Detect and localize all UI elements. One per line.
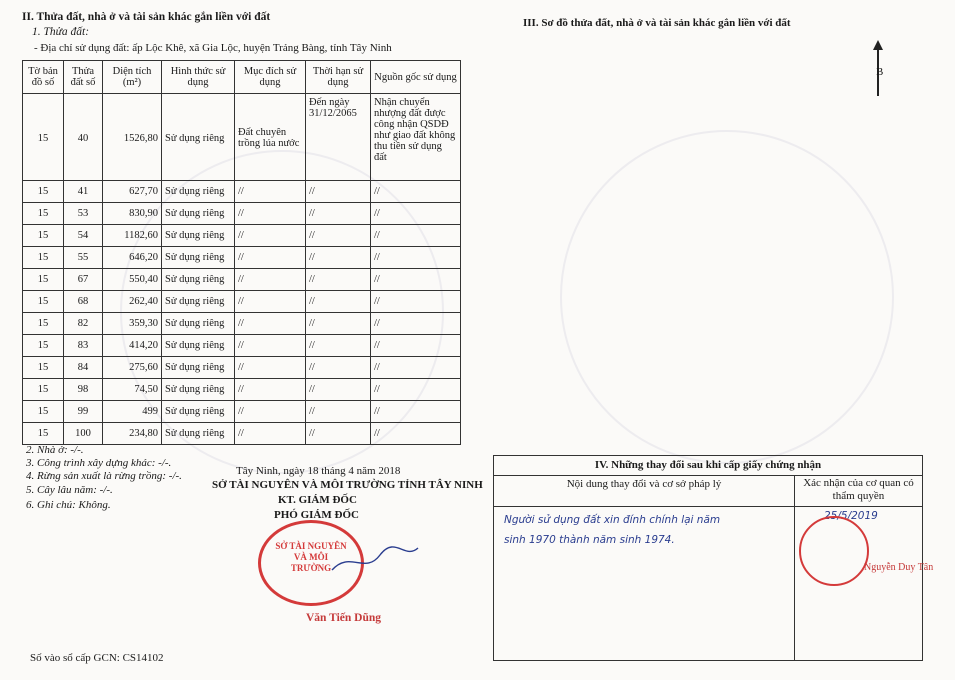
table-row <box>23 269 461 291</box>
north-label: B <box>876 66 884 78</box>
cell-parcel: 100 <box>64 423 103 445</box>
cell-term: // <box>306 423 371 445</box>
cell-sheet: 15 <box>23 203 64 225</box>
cell-origin: // <box>371 357 461 379</box>
cell-sheet: 15 <box>23 423 64 445</box>
cell-purpose: // <box>235 313 306 335</box>
cell-sheet: 15 <box>23 313 64 335</box>
cell-form: Sử dụng riêng <box>162 291 235 313</box>
cell-form: Sử dụng riêng <box>162 313 235 335</box>
land-address: - Địa chỉ sử dụng đất: ấp Lộc Khê, xã Gia Lộc, huyện Trảng Bàng, tỉnh Tây Ninh <box>34 42 392 54</box>
item-note: 6. Ghi chú: Không. <box>26 499 111 511</box>
signer-name: Văn Tiến Dũng <box>306 612 381 624</box>
cell-parcel: 40 <box>64 94 103 181</box>
cell-area: 414,20 <box>103 335 162 357</box>
cell-form: Sử dụng riêng <box>162 94 235 181</box>
cell-term: // <box>306 401 371 423</box>
cell-term: // <box>306 313 371 335</box>
cell-sheet: 15 <box>23 94 64 181</box>
parcel-subtitle: 1. Thửa đất: <box>32 26 90 38</box>
cell-origin: Nhận chuyển nhượng đất được công nhận QSDĐ như giao đất không thu tiền sử dụng đất <box>371 94 461 181</box>
cell-sheet: 15 <box>23 401 64 423</box>
cell-sheet: 15 <box>23 225 64 247</box>
change-entry-line1: Người sử dụng đất xin đính chính lại năm <box>504 514 721 526</box>
cell-purpose: Đất chuyên trồng lúa nước <box>235 94 306 181</box>
item-house: 2. Nhà ở: -/-. <box>26 444 84 456</box>
cell-purpose: // <box>235 225 306 247</box>
cell-parcel: 54 <box>64 225 103 247</box>
table-row <box>23 423 461 445</box>
cell-sheet: 15 <box>23 357 64 379</box>
issuing-agency: SỞ TÀI NGUYÊN VÀ MÔI TRƯỜNG TỈNH TÂY NINH <box>212 479 483 491</box>
issue-date: Tây Ninh, ngày 18 tháng 4 năm 2018 <box>236 465 401 477</box>
change-entry-line2: sinh 1970 thành năm sinh 1974. <box>504 534 675 546</box>
table-row <box>23 225 461 247</box>
item-forest: 4. Rừng sản xuất là rừng trồng: -/-. <box>26 470 182 482</box>
cell-parcel: 53 <box>64 203 103 225</box>
cell-area: 1526,80 <box>103 94 162 181</box>
cell-form: Sử dụng riêng <box>162 423 235 445</box>
confirm-signer: Nguyễn Duy Tân <box>864 562 934 573</box>
cell-form: Sử dụng riêng <box>162 401 235 423</box>
cell-origin: // <box>371 313 461 335</box>
cell-origin: // <box>371 291 461 313</box>
stamp-text: SỞ TÀI NGUYÊN VÀ MÔI TRƯỜNG <box>275 541 347 573</box>
cell-purpose: // <box>235 401 306 423</box>
cell-term: // <box>306 247 371 269</box>
cell-sheet: 15 <box>23 247 64 269</box>
table-row <box>23 379 461 401</box>
cell-parcel: 99 <box>64 401 103 423</box>
cell-sheet: 15 <box>23 335 64 357</box>
cell-parcel: 82 <box>64 313 103 335</box>
cell-area: 74,50 <box>103 379 162 401</box>
col-term: Thời hạn sử dụng <box>306 61 371 94</box>
cell-purpose: // <box>235 269 306 291</box>
cell-form: Sử dụng riêng <box>162 269 235 291</box>
cell-area: 627,70 <box>103 181 162 203</box>
cell-sheet: 15 <box>23 291 64 313</box>
cell-origin: // <box>371 423 461 445</box>
item-perennial: 5. Cây lâu năm: -/-. <box>26 484 113 496</box>
cell-sheet: 15 <box>23 181 64 203</box>
cell-form: Sử dụng riêng <box>162 181 235 203</box>
cell-area: 359,30 <box>103 313 162 335</box>
table-row <box>23 181 461 203</box>
cell-parcel: 83 <box>64 335 103 357</box>
cell-parcel: 67 <box>64 269 103 291</box>
col-form: Hình thức sử dụng <box>162 61 235 94</box>
cell-purpose: // <box>235 379 306 401</box>
signature-left <box>330 540 420 580</box>
section-iii-title: III. Sơ đồ thửa đất, nhà ở và tài sản khác gắn liền với đất <box>523 17 791 29</box>
cell-area: 1182,60 <box>103 225 162 247</box>
parcel-table <box>22 60 461 445</box>
cell-origin: // <box>371 401 461 423</box>
watermark-right <box>560 130 894 464</box>
signer-position: PHÓ GIÁM ĐỐC <box>274 509 359 521</box>
cell-term: // <box>306 335 371 357</box>
change-confirm-date: 25/5/2019 <box>824 510 878 522</box>
cell-form: Sử dụng riêng <box>162 225 235 247</box>
item-construction: 3. Công trình xây dựng khác: -/-. <box>26 457 172 469</box>
cell-parcel: 98 <box>64 379 103 401</box>
cell-purpose: // <box>235 247 306 269</box>
section-ii-title: II. Thửa đất, nhà ở và tài sản khác gắn liền với đất <box>22 11 271 23</box>
changes-col-confirm: Xác nhận của cơ quan có thẩm quyền <box>803 477 914 502</box>
cell-parcel: 68 <box>64 291 103 313</box>
cell-parcel: 41 <box>64 181 103 203</box>
cell-origin: // <box>371 225 461 247</box>
cell-area: 275,60 <box>103 357 162 379</box>
cell-area: 646,20 <box>103 247 162 269</box>
col-origin: Nguồn gốc sử dụng <box>371 61 461 94</box>
cell-term: // <box>306 225 371 247</box>
cell-term: // <box>306 379 371 401</box>
cell-term: // <box>306 269 371 291</box>
on-behalf: KT. GIÁM ĐỐC <box>278 494 357 506</box>
cell-purpose: // <box>235 203 306 225</box>
changes-header-line <box>494 506 922 507</box>
cell-purpose: // <box>235 357 306 379</box>
cell-purpose: // <box>235 335 306 357</box>
cell-term: // <box>306 291 371 313</box>
cell-form: Sử dụng riêng <box>162 335 235 357</box>
col-area: Diện tích (m²) <box>103 61 162 94</box>
cell-form: Sử dụng riêng <box>162 379 235 401</box>
table-row <box>23 401 461 423</box>
cell-origin: // <box>371 335 461 357</box>
table-row <box>23 313 461 335</box>
cell-origin: // <box>371 379 461 401</box>
cell-term: // <box>306 181 371 203</box>
cell-form: Sử dụng riêng <box>162 357 235 379</box>
cell-term: // <box>306 357 371 379</box>
confirm-stamp <box>799 516 869 586</box>
table-row <box>23 357 461 379</box>
cell-origin: // <box>371 181 461 203</box>
cell-origin: // <box>371 203 461 225</box>
changes-title: IV. Những thay đổi sau khi cấp giấy chứng nhận <box>494 456 922 476</box>
changes-col-content: Nội dung thay đổi và cơ sở pháp lý <box>566 478 722 490</box>
table-row <box>23 335 461 357</box>
col-sheet: Tờ bản đồ số <box>23 61 64 94</box>
cell-area: 499 <box>103 401 162 423</box>
table-row <box>23 291 461 313</box>
cell-parcel: 55 <box>64 247 103 269</box>
cell-purpose: // <box>235 423 306 445</box>
col-parcel: Thửa đất số <box>64 61 103 94</box>
table-row <box>23 203 461 225</box>
cell-term: Đến ngày 31/12/2065 <box>306 94 371 181</box>
cell-parcel: 84 <box>64 357 103 379</box>
cell-origin: // <box>371 247 461 269</box>
col-purpose: Mục đích sử dụng <box>235 61 306 94</box>
cell-form: Sử dụng riêng <box>162 203 235 225</box>
cell-form: Sử dụng riêng <box>162 247 235 269</box>
cell-origin: // <box>371 269 461 291</box>
table-row <box>23 94 461 181</box>
parcel-table-header <box>23 61 461 94</box>
cell-sheet: 15 <box>23 379 64 401</box>
cell-sheet: 15 <box>23 269 64 291</box>
registry-number: Số vào sổ cấp GCN: CS14102 <box>30 652 164 664</box>
changes-box <box>493 455 934 661</box>
cell-purpose: // <box>235 181 306 203</box>
cell-area: 830,90 <box>103 203 162 225</box>
cell-term: // <box>306 203 371 225</box>
cell-area: 234,80 <box>103 423 162 445</box>
cell-area: 262,40 <box>103 291 162 313</box>
cell-purpose: // <box>235 291 306 313</box>
cell-area: 550,40 <box>103 269 162 291</box>
table-row <box>23 247 461 269</box>
